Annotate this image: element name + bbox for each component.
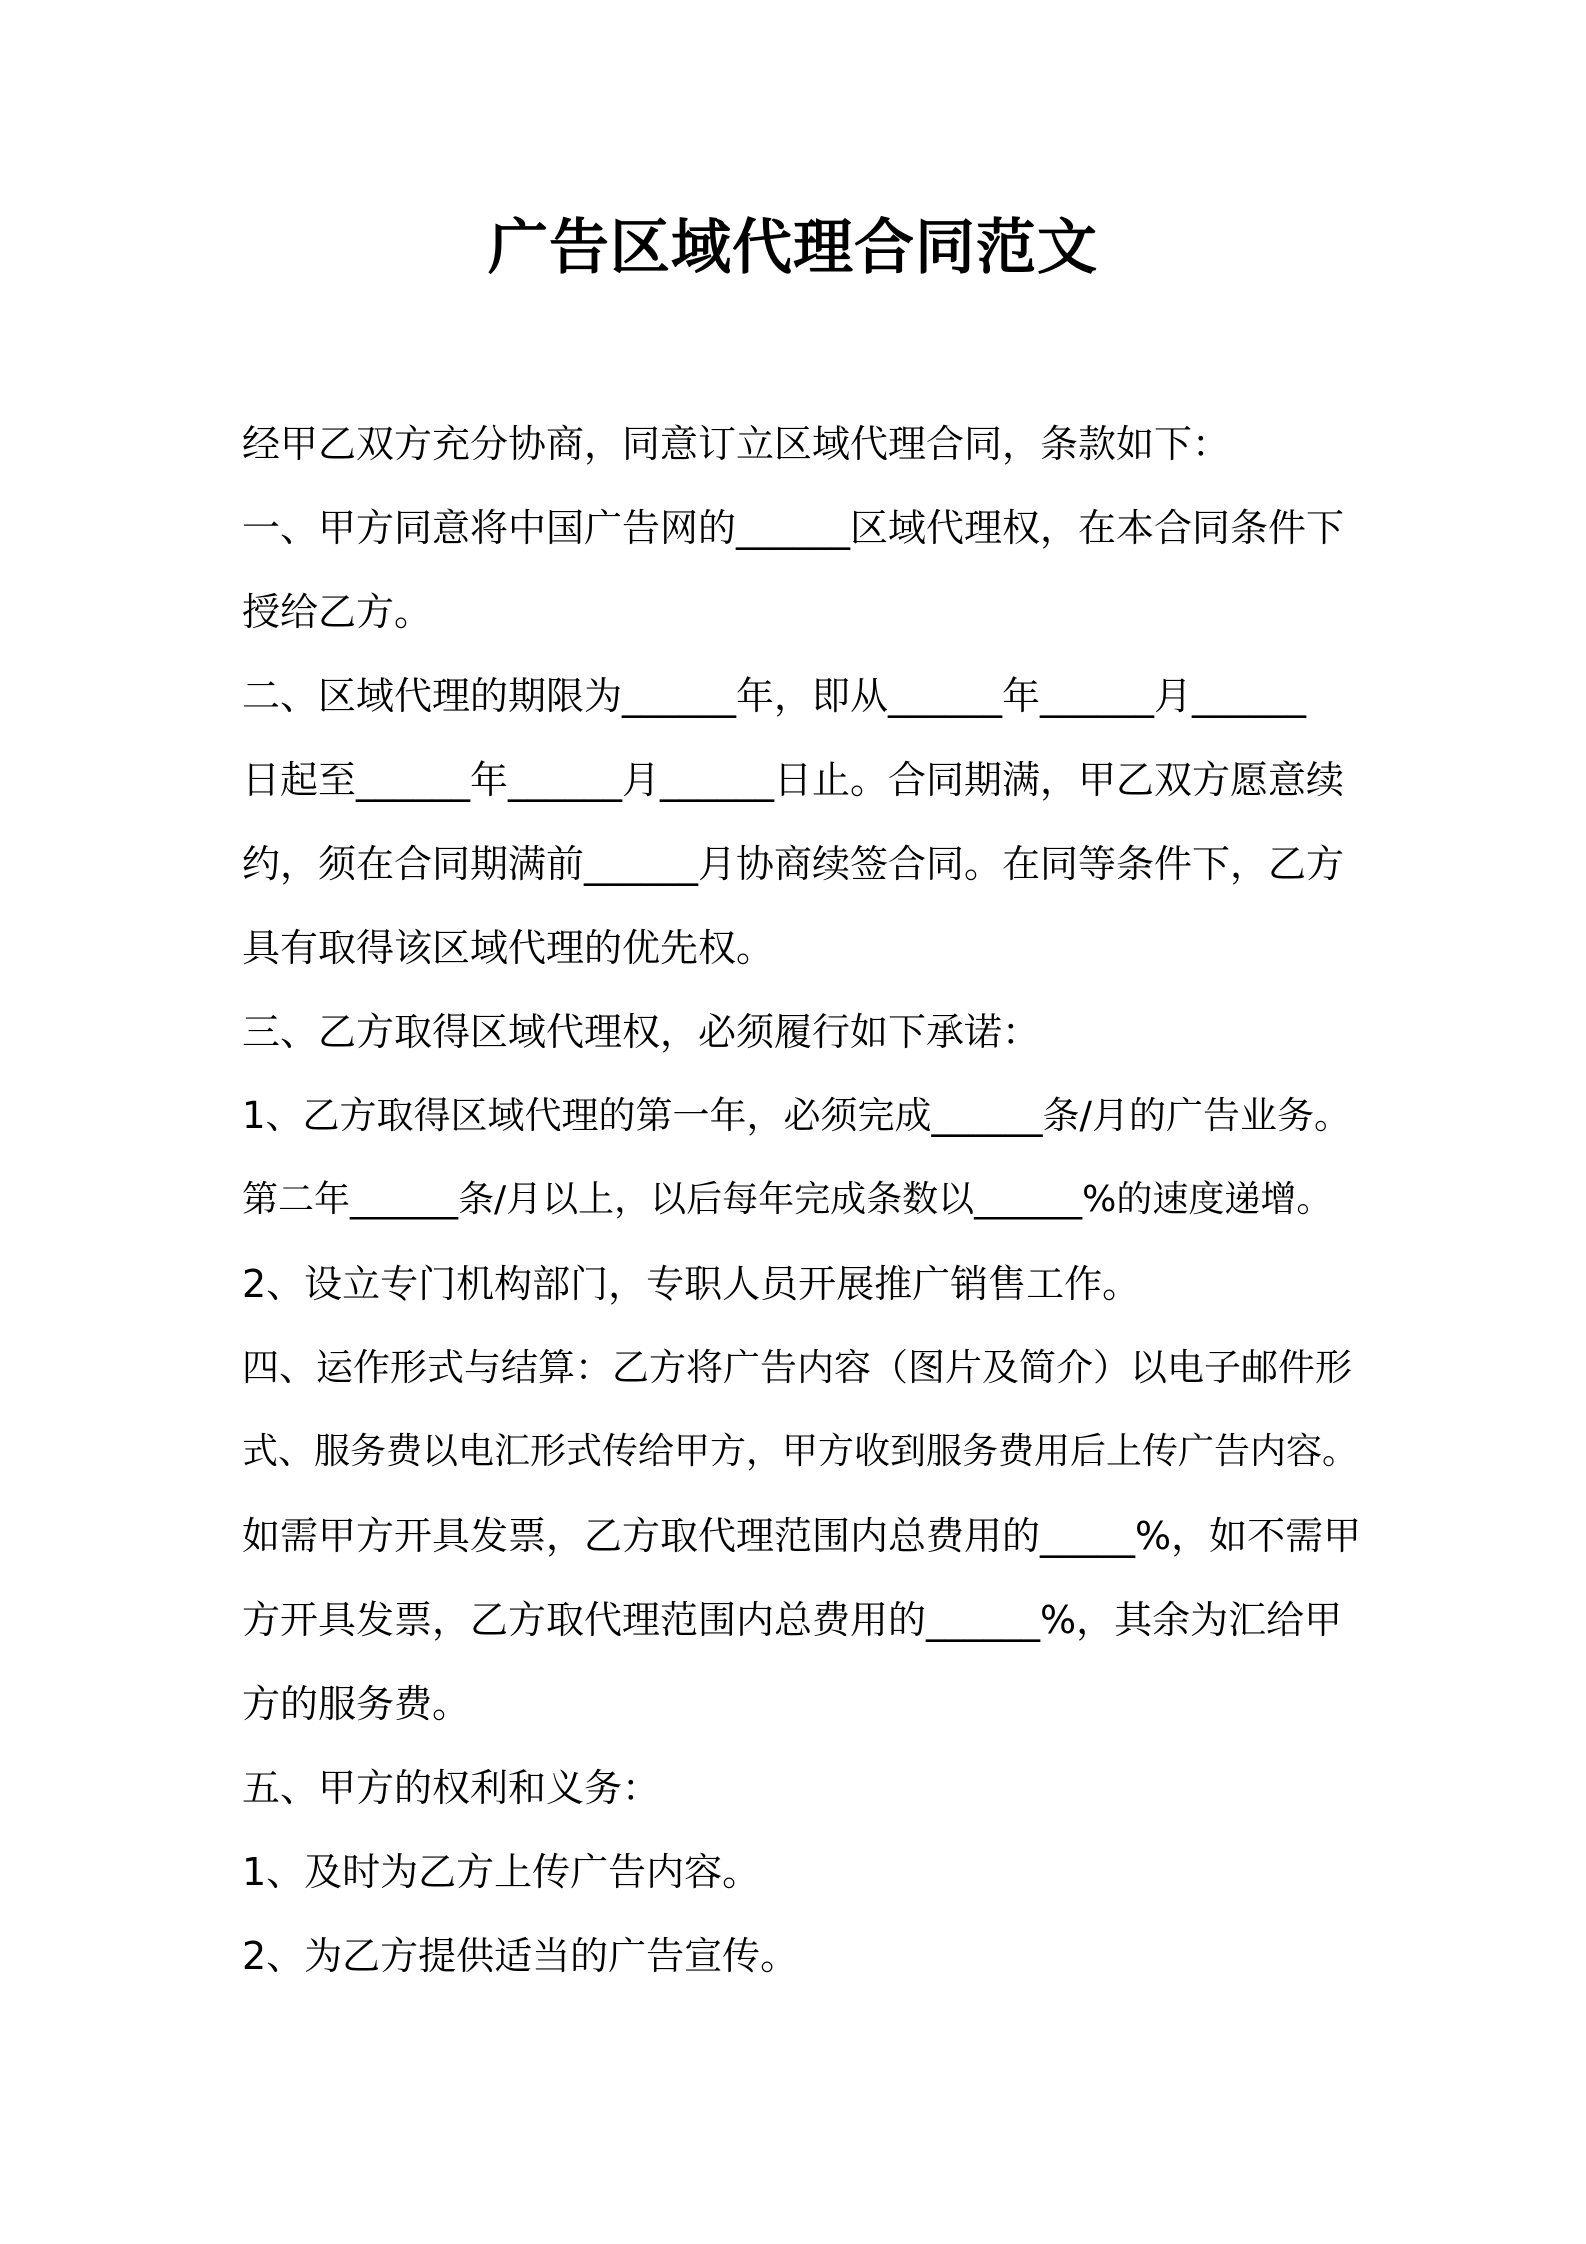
paragraph-line: 2、设立专门机构部门，专职人员开展推广销售工作。 <box>242 1262 1141 1306</box>
document-body <box>242 402 1362 1998</box>
paragraph-line: 三、乙方取得区域代理权，必须履行如下承诺： <box>242 1010 1041 1054</box>
document-title: 广告区域代理合同范文 <box>488 213 1098 283</box>
paragraph-line: 一、甲方同意将中国广告网的______区域代理权，在本合同条件下 <box>242 506 1345 550</box>
paragraph-line: 五、甲方的权利和义务： <box>242 1766 661 1810</box>
paragraph-line: 式、服务费以电汇形式传给甲方，甲方收到服务费用后上传广告内容。 <box>242 1431 1359 1472</box>
paragraph-line: 1、及时为乙方上传广告内容。 <box>242 1850 761 1894</box>
paragraph-line: 经甲乙双方充分协商，同意订立区域代理合同，条款如下： <box>242 422 1231 466</box>
paragraph-line: 2、为乙方提供适当的广告宣传。 <box>242 1934 799 1978</box>
paragraph-line: 日起至______年______月______日止。合同期满，甲乙双方愿意续 <box>242 758 1345 802</box>
paragraph-line: 四、运作形式与结算：乙方将广告内容（图片及简介）以电子邮件形 <box>242 1346 1352 1389</box>
paragraph-line: 方的服务费。 <box>242 1682 471 1726</box>
paragraph-line: 二、区域代理的期限为______年，即从______年______月______ <box>242 674 1307 718</box>
paragraph-line: 约，须在合同期满前______月协商续签合同。在同等条件下，乙方 <box>242 842 1345 886</box>
paragraph-line: 如需甲方开具发票，乙方取代理范围内总费用的_____%，如不需甲 <box>242 1514 1362 1558</box>
paragraph-line: 方开具发票，乙方取代理范围内总费用的______%，其余为汇给甲 <box>242 1598 1343 1642</box>
paragraph-line: 具有取得该区域代理的优先权。 <box>242 926 775 970</box>
paragraph-line: 授给乙方。 <box>242 590 433 634</box>
paragraph-line: 1、乙方取得区域代理的第一年，必须完成______条/月的广告业务。 <box>242 1094 1352 1137</box>
paragraph-line: 第二年______条/月以上，以后每年完成条数以______%的速度递增。 <box>242 1179 1333 1220</box>
